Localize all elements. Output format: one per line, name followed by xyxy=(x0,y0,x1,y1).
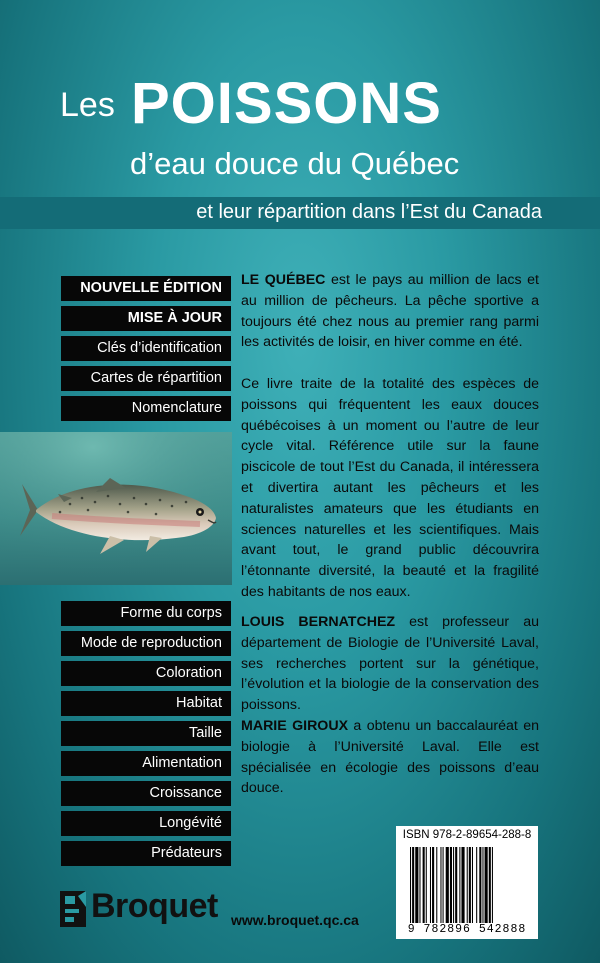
tag-item: Cartes de répartition xyxy=(61,366,231,391)
title-main: POISSONS xyxy=(131,71,442,136)
tag-item: Mode de reproduction xyxy=(61,631,231,656)
paragraph-lead: LOUIS BERNATCHEZ xyxy=(241,614,396,630)
paragraph-text: est professeur au département de Biologie de l’Université Laval, ses recherches portent sur la génétique, l’évolution et la biologie de la conservation des poissons. xyxy=(241,614,539,714)
trout-illustration xyxy=(0,432,232,585)
paragraph-text: est le pays au million de lacs et au million de pêcheurs. La pêche sportive a toujours été chez nous au premier rang parmi les activités de loisir, en hiver comme en été. xyxy=(241,272,539,351)
paragraph-text: Ce livre traite de la totalité des espèces de poissons qui fréquentent les eaux douces québécoises à un moment ou l’autre de leur cycle vital. Référence utile sur la faune piscicole de tout l’Est du Canada, il intéressera et divertira autant les pêcheurs et les naturalistes amateurs que les étudiants en sciences naturelles et les scientifiques. Mais avant tout, le grand public découvrira l’étonnante diversité, la beauté et la fragilité des habitants de nos eaux. xyxy=(241,376,539,600)
subtitle: et leur répartition dans l’Est du Canada xyxy=(196,201,542,223)
title-les: Les xyxy=(60,86,115,124)
paragraph-author-giroux xyxy=(241,716,539,799)
paragraph-lead: LE QUÉBEC xyxy=(241,272,326,288)
publisher-name: Broquet xyxy=(91,887,218,925)
tag-item: Prédateurs xyxy=(61,841,231,866)
tag-item: Croissance xyxy=(61,781,231,806)
tag-item: Habitat xyxy=(61,691,231,716)
paragraph-lead: MARIE GIROUX xyxy=(241,718,349,734)
tag-item: Nomenclature xyxy=(61,396,231,421)
tag-item: Coloration xyxy=(61,661,231,686)
paragraph-quebec xyxy=(241,270,539,353)
publisher-logo xyxy=(58,887,218,933)
isbn-barcode-box xyxy=(396,826,538,939)
paragraph-book xyxy=(241,374,539,603)
barcode-number: 9 782896 542888 xyxy=(407,923,527,936)
paragraph-text: a obtenu un baccalauréat en biologie à l’Université Laval. Elle est spécialisée en écologie des poissons d’eau douce. xyxy=(241,718,540,797)
tag-item: Taille xyxy=(61,721,231,746)
barcode-icon xyxy=(410,847,528,923)
tag-item: Forme du corps xyxy=(61,601,231,626)
paragraph-author-bernatchez xyxy=(241,612,539,716)
tag-item: MISE À JOUR xyxy=(61,306,231,331)
tag-item: Longévité xyxy=(61,811,231,836)
trout-photo xyxy=(0,432,232,585)
broquet-emblem-icon xyxy=(58,887,92,933)
feature-tags-top xyxy=(61,276,231,426)
tag-item: Alimentation xyxy=(61,751,231,776)
tag-item: NOUVELLE ÉDITION xyxy=(61,276,231,301)
feature-tags-bottom xyxy=(61,601,231,871)
publisher-website: www.broquet.qc.ca xyxy=(231,912,359,928)
isbn-label: ISBN 978-2-89654-288-8 xyxy=(402,829,532,841)
title-line2: d’eau douce du Québec xyxy=(130,146,460,181)
tag-item: Clés d’identification xyxy=(61,336,231,361)
